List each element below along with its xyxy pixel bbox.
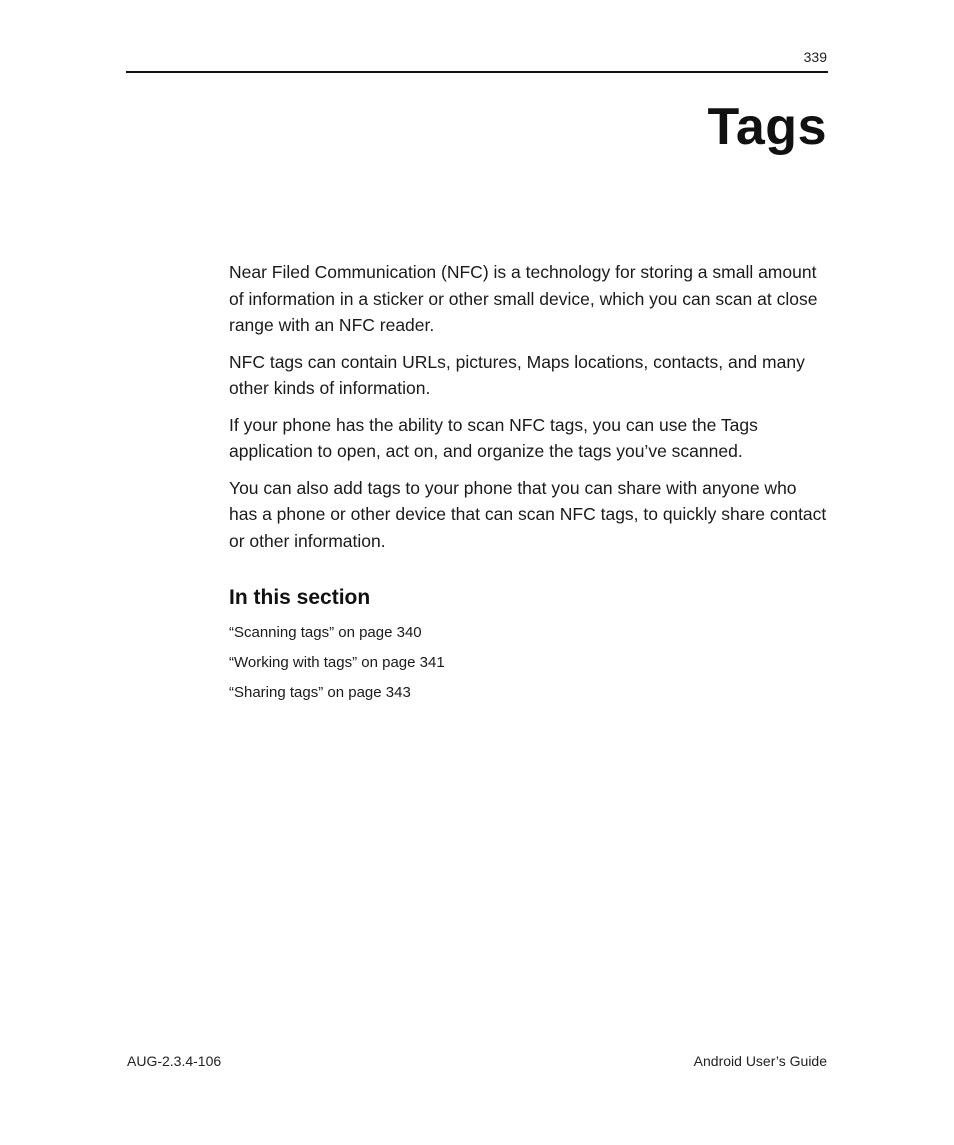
chapter-title: Tags — [707, 98, 827, 156]
footer-doc-id: AUG-2.3.4-106 — [127, 1053, 222, 1069]
body-column — [229, 259, 829, 708]
section-heading: In this section — [229, 586, 371, 609]
intro-paragraph: Near Filed Communication (NFC) is a technology for storing a small amount of information in a sticker or other small device, which you can scan at close range with an NFC reader. — [229, 262, 818, 335]
content-paragraph: If your phone has the ability to scan NFC tags, you can use the Tags application to open, act on, and organize the tags you’ve scanned. — [229, 414, 758, 461]
section-link-working-with-tags[interactable]: “Working with tags” on page 341 — [229, 654, 445, 671]
content-paragraph: NFC tags can contain URLs, pictures, Maps locations, contacts, and many other kinds of information. — [229, 351, 805, 398]
page-number: 339 — [803, 49, 827, 65]
section-link-scanning-tags[interactable]: “Scanning tags” on page 340 — [229, 624, 422, 641]
footer-guide-title: Android User’s Guide — [693, 1053, 827, 1069]
section-link-list — [229, 618, 829, 708]
content-paragraph: You can also add tags to your phone that you can share with anyone who has a phone or other device that can scan NFC tags, to quickly share contact or other information. — [229, 477, 827, 551]
section-link-sharing-tags[interactable]: “Sharing tags” on page 343 — [229, 684, 411, 701]
header-rule — [126, 71, 828, 73]
